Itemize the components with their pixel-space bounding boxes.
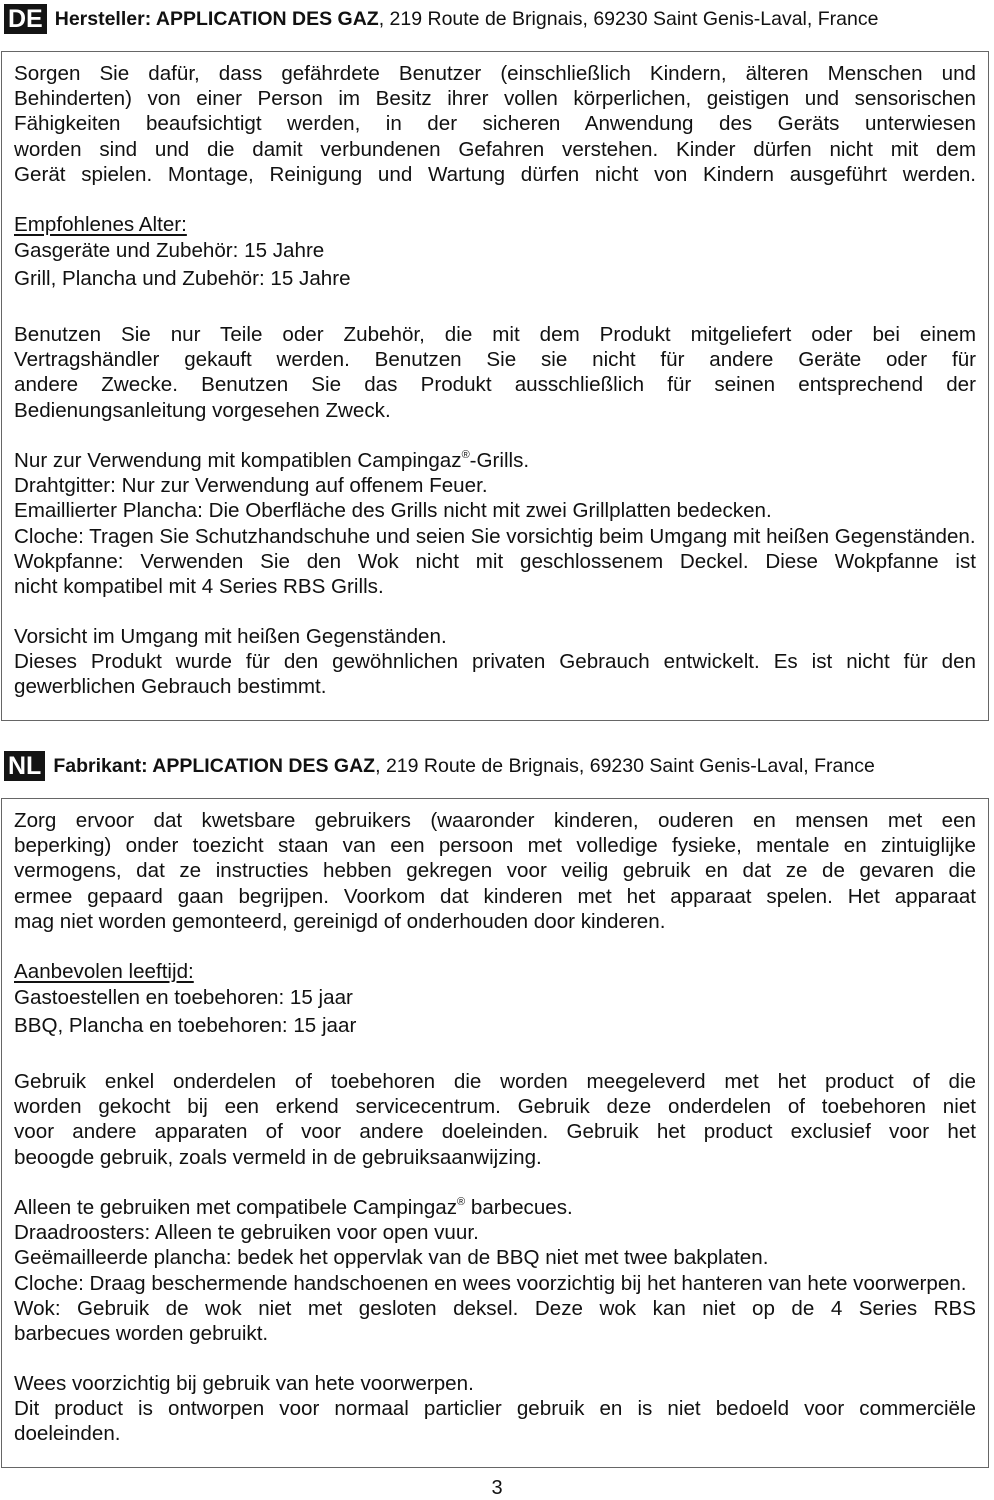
de-section-header: [4, 3, 990, 35]
nl-safety-line-1: Zorg ervoor dat kwetsbare gebruikers (waaronder kinderen, ouderen en mensen met een: [14, 809, 976, 832]
nl-cloche-line: Cloche: Draag beschermende handschoenen en wees voorzichtig bij het hanteren van hete voorwerpen.: [14, 1271, 967, 1295]
registered-mark-nl: ®: [457, 1196, 466, 1208]
de-safety-line-5: Gerät spielen. Montage, Reinigung und Wartung dürfen nicht von Kindern ausgeführt werden.: [14, 162, 976, 186]
de-grid-line: Drahtgitter: Nur zur Verwendung auf offenem Feuer.: [14, 474, 488, 498]
de-wok-line-2: nicht kompatibel mit 4 Series RBS Grills.: [14, 575, 384, 599]
nl-age-title-wrap: [14, 959, 976, 984]
manufacturer-address-de: , 219 Route de Brignais, 69230 Saint Genis-Laval, France: [378, 7, 879, 30]
de-safety-line-4: worden sind und die damit verbundenen Gefahren verstehen. Kinder dürfen nicht mit dem: [14, 137, 976, 161]
de-parts-line-2: Vertragshändler gekauft werden. Benutzen Sie sie nicht für andere Geräte oder für: [14, 348, 976, 372]
manufacturer-label-nl: Fabrikant: APPLICATION DES GAZ: [53, 754, 376, 777]
language-badge-nl: NL: [4, 751, 45, 781]
nl-content-box: [1, 798, 989, 1468]
de-safety-line-3: Fähigkeiten beaufsichtigt werden, in der sicheren Anwendung des Geräts unterwiesen: [14, 112, 976, 136]
de-cloche-line: Cloche: Tragen Sie Schutzhandschuhe und seien Sie vorsichtig beim Umgang mit heißen Gegenständen.: [14, 524, 976, 548]
nl-wok-line-1: Wok: Gebruik de wok niet met gesloten deksel. Deze wok kan niet op de 4 Series RBS: [14, 1296, 976, 1320]
de-content-box: [1, 51, 989, 721]
nl-section-header: [4, 750, 990, 782]
nl-compat-after: barbecues.: [465, 1196, 573, 1219]
nl-compat-before: Alleen te gebruiken met compatibele Campingaz: [14, 1196, 458, 1219]
de-age-title: Empfohlenes Alter:: [14, 213, 187, 236]
de-parts-line-4: Bedienungsanleitung vorgesehen Zweck.: [14, 398, 391, 422]
de-plancha-line: Emaillierter Plancha: Die Oberfläche des Grills nicht mit zwei Grillplatten bedecken.: [14, 499, 772, 523]
de-age-title-wrap: [14, 212, 976, 237]
manufacturer-line-de: [55, 8, 879, 31]
nl-parts-line-1: Gebruik enkel onderdelen of toebehoren die worden meegeleverd met het product of die: [14, 1070, 976, 1093]
nl-wok-line-2: barbecues worden gebruikt.: [14, 1322, 269, 1346]
nl-plancha-line: Geëmailleerde plancha: bedek het oppervlak van de BBQ niet met twee bakplaten.: [14, 1246, 769, 1270]
nl-private-line-1: Dit product is ontworpen voor normaal particlier gebruik en is niet bedoeld voor commerciële: [14, 1397, 976, 1421]
de-caution-line: Vorsicht im Umgang mit heißen Gegenständen.: [14, 625, 447, 648]
nl-parts-line-4: beoogde gebruik, zoals vermeld in de gebruiksaanwijzing.: [14, 1145, 542, 1169]
de-safety-line-1: Sorgen Sie dafür, dass gefährdete Benutzer (einschließlich Kindern, älteren Menschen und: [14, 62, 976, 85]
de-safety-line-2: Behinderten) von einer Person im Besitz ihrer vollen körperlichen, geistigen und sensorischen: [14, 87, 976, 111]
nl-parts-line-2: worden gekocht bij een erkend servicecentrum. Gebruik deze onderdelen of toebehoren niet: [14, 1095, 976, 1119]
de-private-line-2: gewerblichen Gebrauch bestimmt.: [14, 675, 327, 699]
nl-caution-line: Wees voorzichtig bij gebruik van hete voorwerpen.: [14, 1372, 474, 1395]
nl-safety-line-4: ermee gepaard gaan begrijpen. Voorkom dat kinderen met het apparaat spelen. Het apparaat: [14, 884, 976, 908]
registered-mark-de: ®: [461, 449, 470, 461]
nl-safety-line-3: vermogens, dat ze instructies hebben gekregen voor veilig gebruik en dat ze de gevaren die: [14, 859, 976, 883]
nl-safety-line-2: beperking) onder toezicht staan van een persoon met volledige fysieke, mentale en zintuiglijke: [14, 834, 976, 858]
de-parts-line-1: Benutzen Sie nur Teile oder Zubehör, die mit dem Produkt mitgeliefert oder bei einem: [14, 323, 976, 346]
de-parts-line-3: andere Zwecke. Benutzen Sie das Produkt ausschließlich für seinen entsprechend der: [14, 373, 976, 397]
nl-private-line-2: doeleinden.: [14, 1422, 121, 1446]
nl-age-line-2: BBQ, Plancha en toebehoren: 15 jaar: [14, 1014, 357, 1038]
de-compat-line: [14, 448, 976, 473]
de-compat-after: -Grills.: [469, 449, 530, 472]
de-age-line-2: Grill, Plancha und Zubehör: 15 Jahre: [14, 267, 351, 291]
nl-compat-line: [14, 1195, 976, 1220]
de-age-line-1: Gasgeräte und Zubehör: 15 Jahre: [14, 239, 325, 263]
de-compat-before: Nur zur Verwendung mit kompatiblen Campingaz: [14, 449, 462, 472]
manufacturer-address-nl: , 219 Route de Brignais, 69230 Saint Genis-Laval, France: [375, 754, 875, 777]
nl-safety-line-5: mag niet worden gemonteerd, gereinigd of onderhouden door kinderen.: [14, 909, 666, 933]
manufacturer-line-nl: [53, 755, 875, 778]
nl-age-title: Aanbevolen leeftijd:: [14, 960, 194, 983]
manufacturer-label-de: Hersteller: APPLICATION DES GAZ: [54, 7, 379, 30]
nl-age-line-1: Gastoestellen en toebehoren: 15 jaar: [14, 986, 353, 1010]
language-badge-de: DE: [4, 4, 47, 34]
page-number: 3: [491, 1477, 503, 1499]
nl-grid-line: Draadroosters: Alleen te gebruiken voor open vuur.: [14, 1221, 479, 1245]
de-private-line-1: Dieses Produkt wurde für den gewöhnlichen privaten Gebrauch entwickelt. Es ist nicht für den: [14, 650, 976, 674]
nl-parts-line-3: voor andere apparaten of voor andere doeleinden. Gebruik het product exclusief voor het: [14, 1120, 976, 1144]
de-wok-line-1: Wokpfanne: Verwenden Sie den Wok nicht mit geschlossenem Deckel. Diese Wokpfanne ist: [14, 549, 976, 573]
